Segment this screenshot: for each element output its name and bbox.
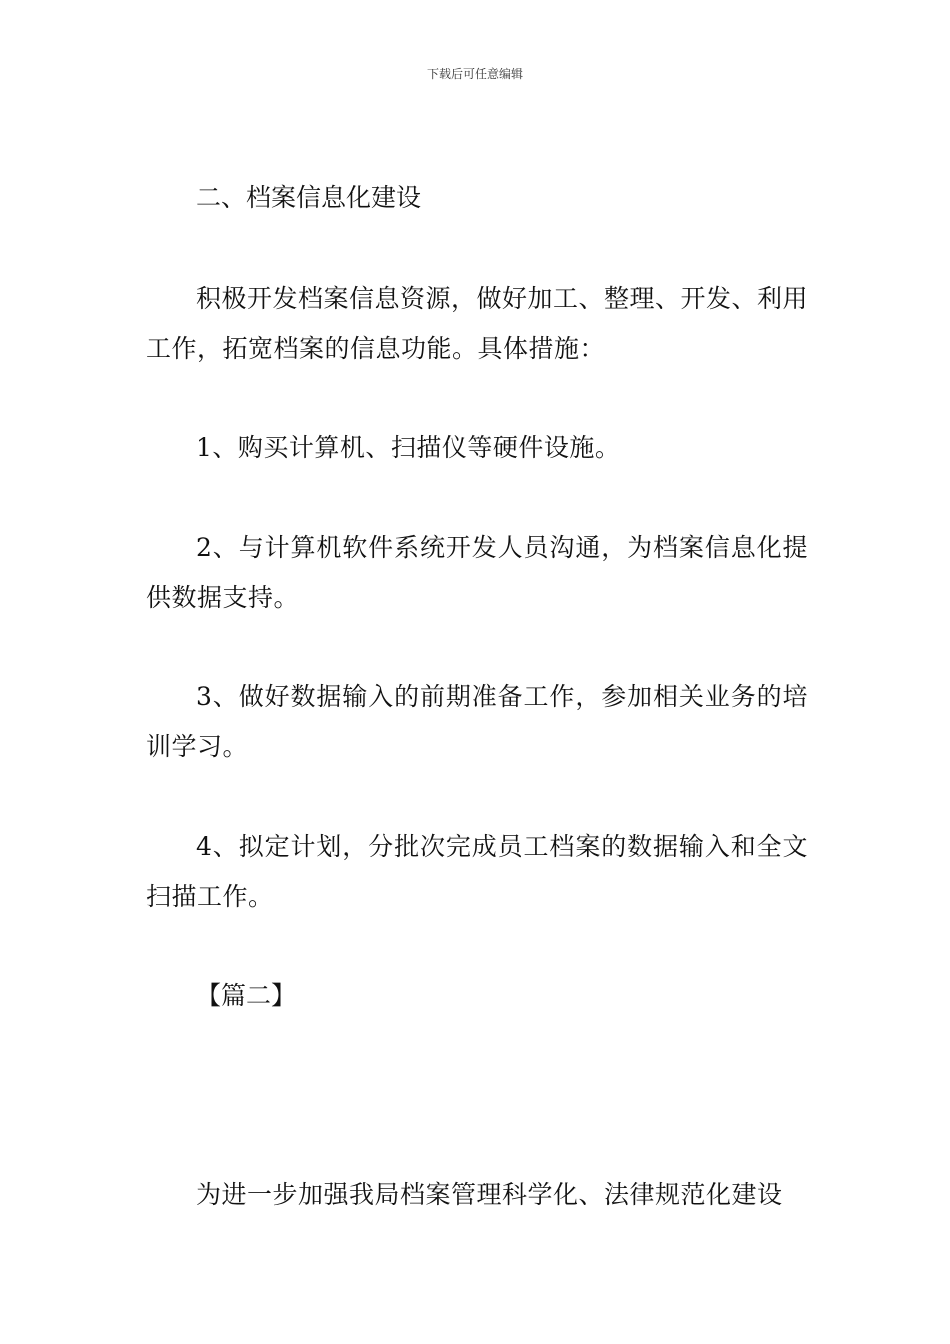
part-two-title: 【篇二】 [196,981,297,1010]
part-two-opening: 为进一步加强我局档案管理科学化、法律规范化建设 [196,1180,783,1209]
list-item-3: 3、做好数据输入的前期准备工作，参加相关业务的培训学习。 [146,682,808,761]
page-header: 下载后可任意编辑 [426,67,523,81]
intro-paragraph: 积极开发档案信息资源，做好加工、整理、开发、利用工作，拓宽档案的信息功能。具体措施： [146,284,809,363]
list-item-2: 2、与计算机软件系统开发人员沟通，为档案信息化提供数据支持。 [146,533,808,612]
list-item-1: 1、购买计算机、扫描仪等硬件设施。 [196,433,621,462]
list-item-4: 4、拟定计划，分批次完成员工档案的数据输入和全文扫描工作。 [146,832,808,911]
section-heading: 二、档案信息化建设 [196,183,422,212]
